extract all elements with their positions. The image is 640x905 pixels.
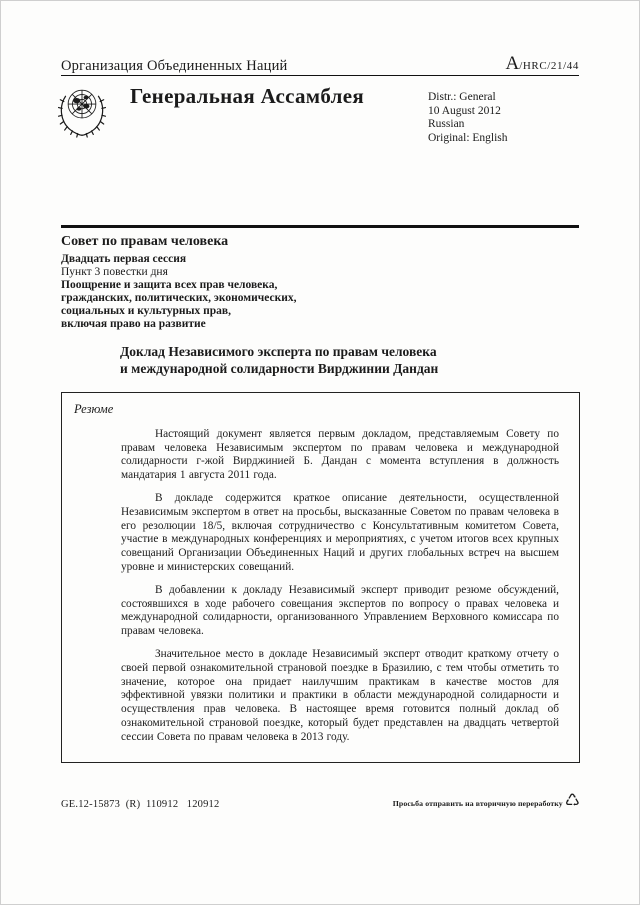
agenda-line: Поощрение и защита всех прав человека, xyxy=(61,279,278,291)
recycle-icon: ♺ xyxy=(564,791,580,811)
summary-paragraph: В добавлении к докладу Независимый эксперт приводит резюме обсуждений, состоявшихся в ходе рабочего совещания экспертов по вопросу о правах человека и международной солидарности, организованного Управлением Верховного комиссара по правам человека. xyxy=(121,584,559,638)
recycle-note-block xyxy=(392,791,580,812)
agenda-line: включая право на развитие xyxy=(61,318,206,330)
distr-line: Distr.: General xyxy=(428,91,496,103)
summary-paragraph: Настоящий документ является первым докладом, представляемым Совету по правам человека Независимым экспертом по правам человека и международной солидарности г-жой Вирджинией Б. Дандан с момента вступления в должность мандатария 1 августа 2011 года. xyxy=(121,428,559,482)
ge-number: GE.12-15873 (R) 110912 120912 xyxy=(61,799,220,810)
un-emblem-icon xyxy=(56,80,108,142)
summary-heading: Резюме xyxy=(74,402,114,416)
section-divider xyxy=(61,225,579,228)
session-block xyxy=(61,234,401,331)
session-line: Двадцать первая сессия xyxy=(61,253,187,265)
doc-symbol-rest: /HRC/21/44 xyxy=(519,60,579,72)
report-title-line: и международной солидарности Вирджинии Дандан xyxy=(120,360,439,376)
assembly-title: Генеральная Ассамблея xyxy=(130,84,365,108)
agenda-line: гражданских, политических, экономических, xyxy=(61,292,297,304)
org-name: Организация Объединенных Наций xyxy=(61,58,288,74)
summary-paragraph: В докладе содержится краткое описание деятельности, осуществленной Независимым экспертом в ответ на просьбы, высказанные Советом по правам человека в его резолюции 18/5, включая сотрудничество с Консультативным комитетом Совета, участие в международных конференциях и мероприятиях, с учетом итогов всех крупных совещаний Организации Объединенных Наций и других глобальных встреч на высшем уровне и министерских совещаний. xyxy=(121,492,559,573)
agenda-item: Пункт 3 повестки дня xyxy=(61,266,168,278)
summary-box xyxy=(61,392,580,763)
distr-block xyxy=(428,91,508,145)
original-line: Original: English xyxy=(428,131,508,144)
date-line: 10 August 2012 xyxy=(428,104,501,117)
summary-paragraph: Значительное место в докладе Независимый эксперт отводит краткому отчету о своей первой ознакомительной страновой поездке в Бразилию, с тем чтобы отметить то значение, которое она придает наилучшим практикам в качестве мостов для эффективной увязки политики и практики в области международной солидарности и осуществления прав человека. В настоящее время готовится полный доклад об ознакомительной страновой поездке, который будет представлен на двадцать четвертой сессии Совета по правам человека в 2013 году. xyxy=(121,648,559,743)
agenda-line: социальных и культурных прав, xyxy=(61,305,231,317)
report-title xyxy=(120,344,560,377)
language-line: Russian xyxy=(428,118,465,131)
recycle-note: Просьба отправить на вторичную переработку xyxy=(392,799,563,808)
council-heading: Совет по правам человека xyxy=(61,234,229,249)
header-divider xyxy=(61,75,579,76)
doc-symbol-letter: A xyxy=(505,53,520,74)
doc-symbol xyxy=(505,53,579,75)
report-title-line: Доклад Независимого эксперта по правам человека xyxy=(120,344,437,359)
header-row xyxy=(61,53,579,75)
